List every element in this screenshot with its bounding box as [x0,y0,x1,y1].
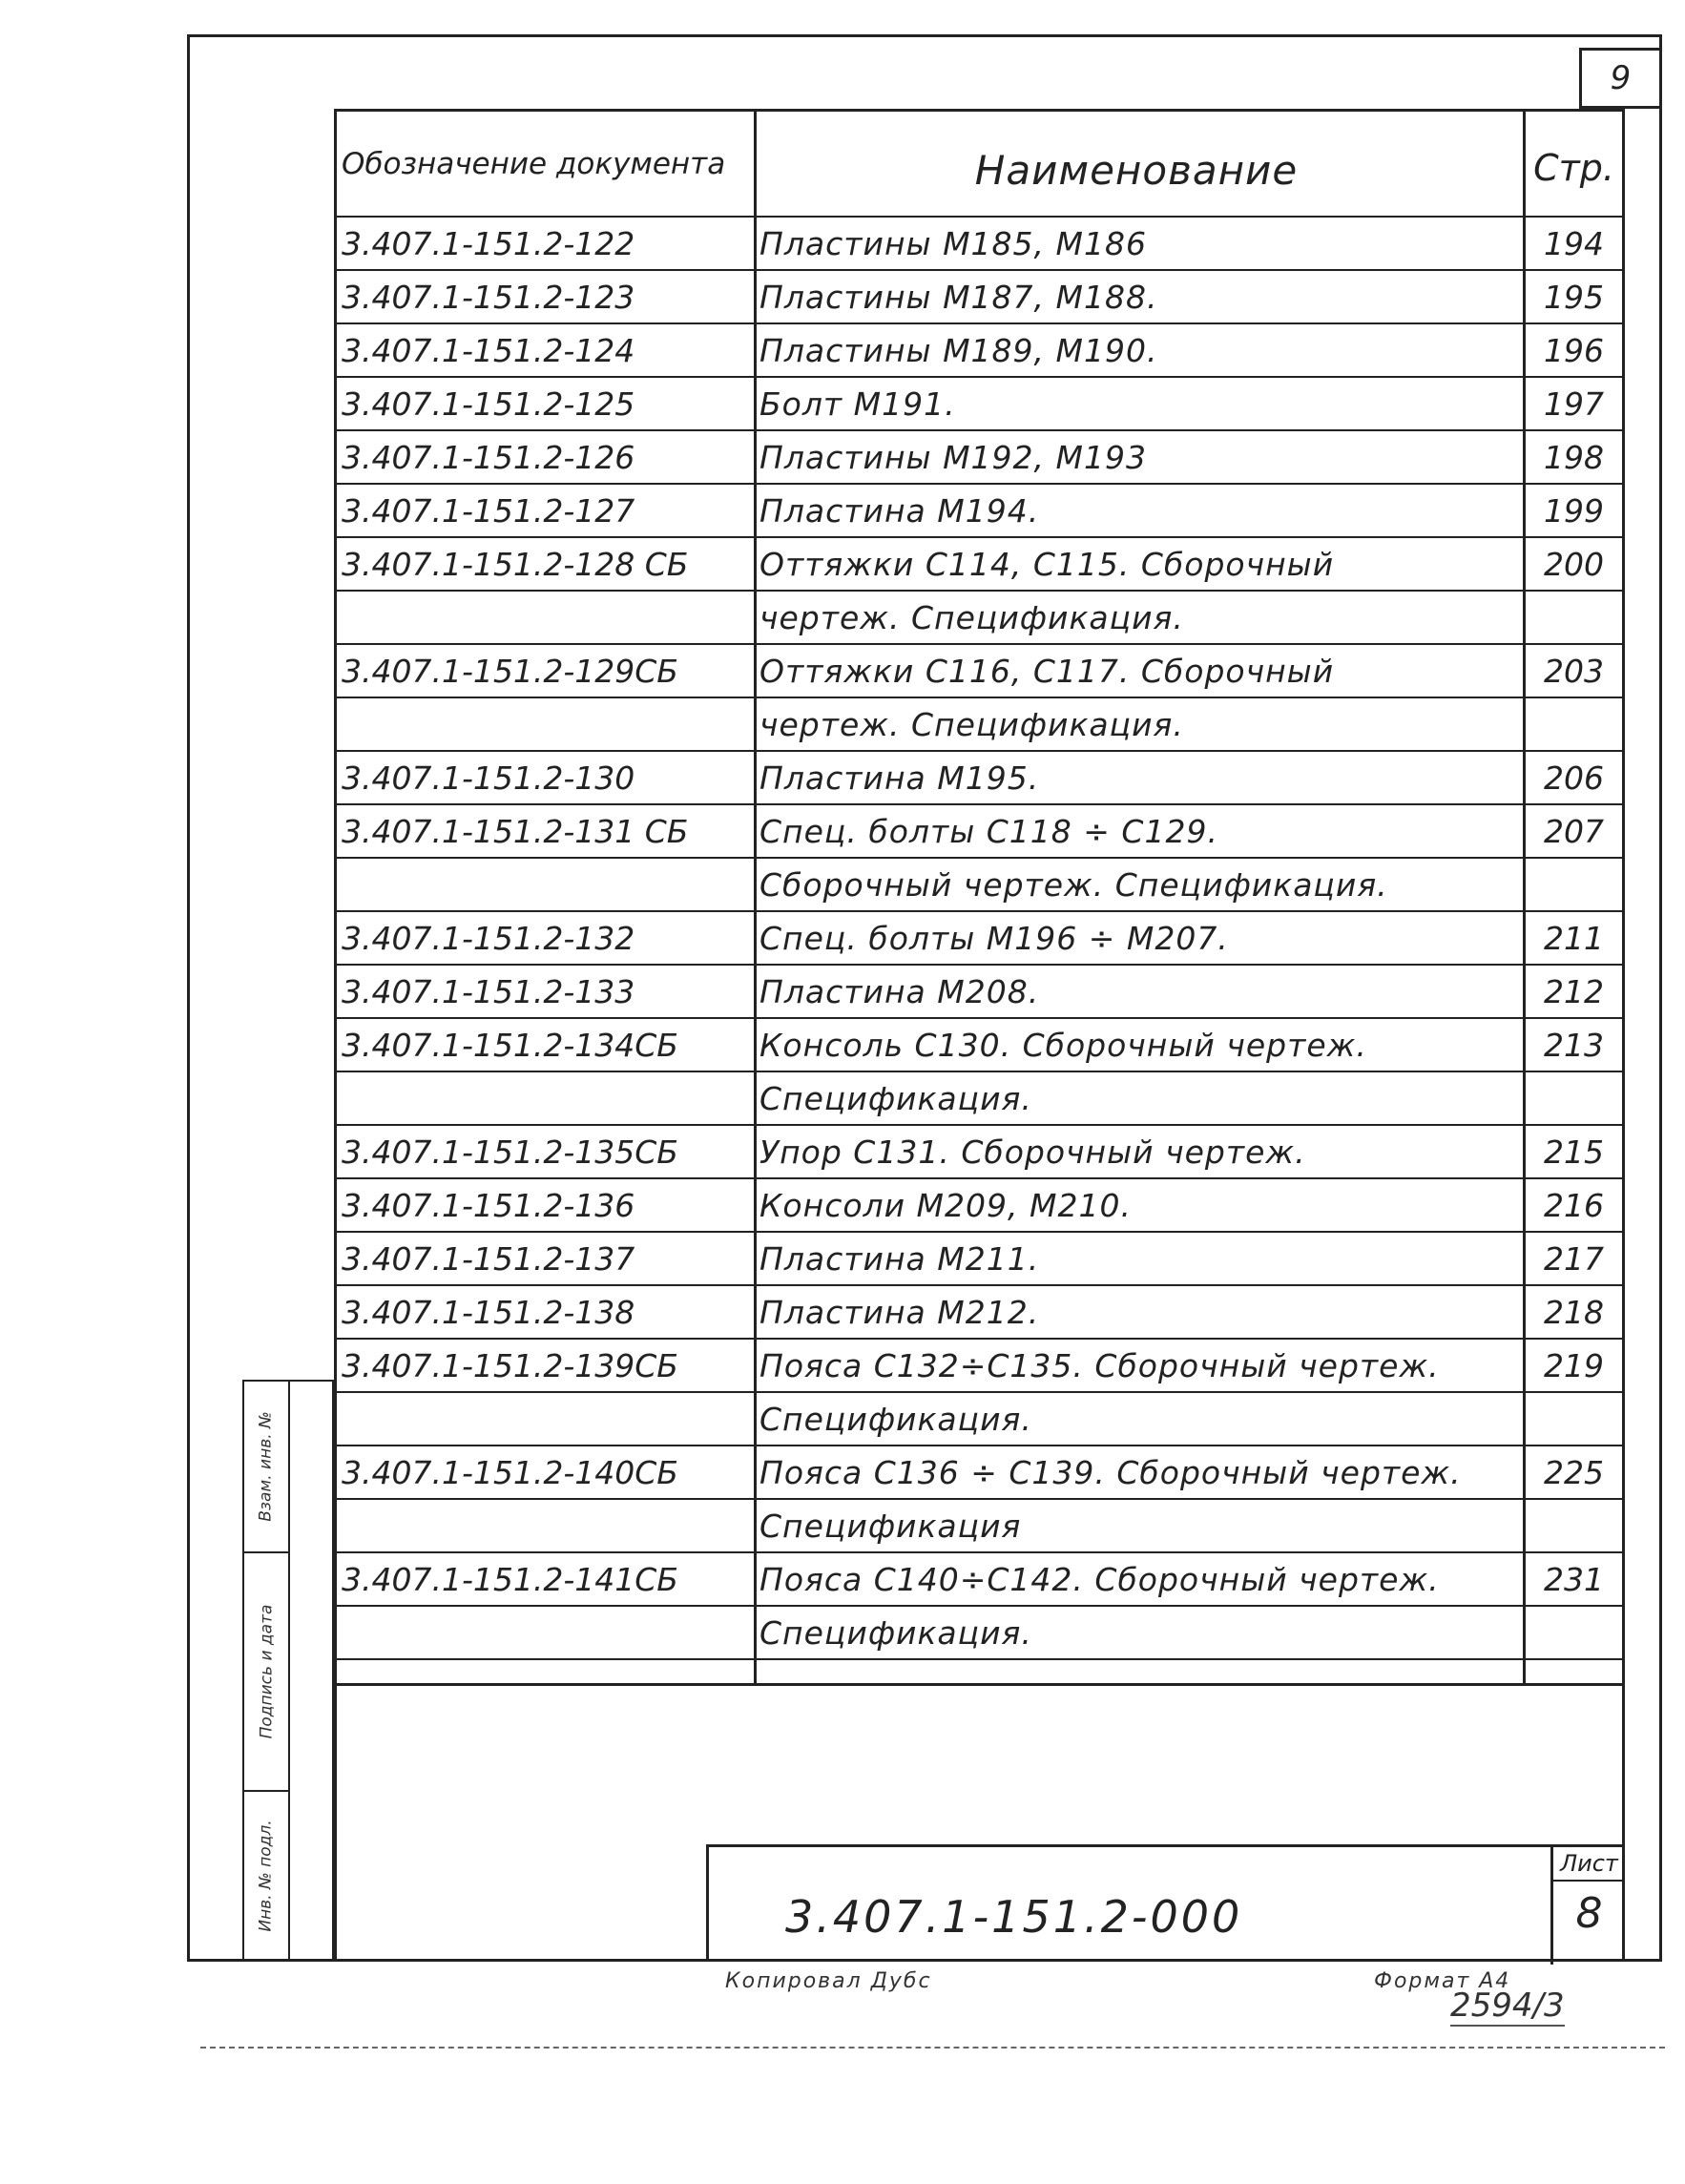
row-code: 3.407.1-151.2-137 [342,1240,635,1278]
table-row [334,1607,1625,1660]
table-header [334,109,1625,218]
row-page: 213 [1544,1027,1604,1064]
table-row [334,1553,1625,1607]
table-row [334,538,1625,592]
table-row [334,1233,1625,1286]
table-row [334,859,1625,912]
row-name: Спец. болты М196 ÷ М207. [759,920,1229,957]
row-code: 3.407.1-151.2-138 [342,1294,635,1331]
title-block-code: 3.407.1-151.2-000 [785,1891,1243,1943]
side-strip [242,1380,334,1962]
cut-line [200,2047,1665,2049]
table-row [334,1019,1625,1072]
row-page: 195 [1544,279,1604,316]
row-page: 211 [1544,920,1604,957]
header-designation: Обозначение документа [342,147,726,181]
title-block [706,1844,1625,1962]
side-original-inv: Инв. № подл. [257,1820,277,1932]
table-row [334,271,1625,324]
row-page: 194 [1544,225,1604,262]
row-name: Пластина М194. [759,492,1040,530]
sheet-number: 8 [1575,1889,1603,1938]
row-page: 217 [1544,1240,1604,1278]
doc-number: 2594/3 [1450,1986,1565,2025]
side-cell [244,1553,288,1792]
row-name: чертеж. Спецификация. [759,599,1184,636]
row-name: Спецификация. [759,1080,1032,1117]
row-page: 199 [1544,492,1604,530]
row-name: Болт М191. [759,385,956,423]
row-code: 3.407.1-151.2-125 [342,385,635,423]
row-code: 3.407.1-151.2-124 [342,332,635,369]
row-page: 215 [1544,1134,1604,1171]
row-name: Оттяжки С114, С115. Сборочный [759,546,1335,583]
row-name: Пояса С132÷С135. Сборочный чертеж. [759,1347,1440,1384]
table-bottom-line [334,1683,1625,1686]
table-row [334,1179,1625,1233]
table-row [334,966,1625,1019]
row-page: 196 [1544,332,1604,369]
table-row [334,752,1625,805]
table-row [334,1393,1625,1446]
row-page: 219 [1544,1347,1604,1384]
row-name: Пластина М195. [759,759,1040,797]
row-page: 197 [1544,385,1604,423]
row-page: 198 [1544,439,1604,476]
row-name: Пояса С136 ÷ С139. Сборочный чертеж. [759,1454,1462,1491]
row-name: Пластина М211. [759,1240,1040,1278]
row-name: Пластины М192, М193 [759,439,1147,476]
row-code: 3.407.1-151.2-132 [342,920,635,957]
row-code: 3.407.1-151.2-134СБ [342,1027,678,1064]
table-row [334,218,1625,271]
row-name: Консоль С130. Сборочный чертеж. [759,1027,1367,1064]
header-page: Стр. [1533,147,1614,189]
row-page: 225 [1544,1454,1604,1491]
row-code: 3.407.1-151.2-136 [342,1187,635,1224]
table-row [334,645,1625,698]
table-row [334,324,1625,378]
copied-by: Копировал Дубс [725,1969,932,1993]
row-code: 3.407.1-151.2-141СБ [342,1561,678,1598]
side-signature-date: Подпись и дата [257,1604,277,1739]
row-name: Пластина М212. [759,1294,1040,1331]
row-name: Спецификация. [759,1401,1032,1438]
header-name: Наименование [974,147,1299,194]
row-code: 3.407.1-151.2-122 [342,225,635,262]
table-row [334,912,1625,966]
page-number: 9 [1579,48,1662,109]
table-row [334,1500,1625,1553]
table-row [334,378,1625,431]
sheet-label: Лист [1553,1847,1625,1882]
row-code: 3.407.1-151.2-123 [342,279,635,316]
row-name: Упор С131. Сборочный чертеж. [759,1134,1306,1171]
side-divider [288,1382,290,1960]
row-page: 216 [1544,1187,1604,1224]
row-code: 3.407.1-151.2-135СБ [342,1134,678,1171]
table-row [334,1072,1625,1126]
row-code: 3.407.1-151.2-130 [342,759,635,797]
row-page: 212 [1544,973,1604,1010]
row-page: 200 [1544,546,1604,583]
row-code: 3.407.1-151.2-126 [342,439,635,476]
format-label: Формат А4 [1374,1969,1511,1993]
row-page: 231 [1544,1561,1604,1598]
table-row [334,698,1625,752]
table-row [334,1340,1625,1393]
row-page: 206 [1544,759,1604,797]
row-page: 203 [1544,653,1604,690]
table-row [334,805,1625,859]
row-name: Пластины М189, М190. [759,332,1158,369]
row-code: 3.407.1-151.2-129СБ [342,653,678,690]
table-row [334,1446,1625,1500]
table-row [334,485,1625,538]
row-name: Пластина М208. [759,973,1040,1010]
table-row [334,1126,1625,1179]
row-code: 3.407.1-151.2-131 СБ [342,813,689,850]
row-code: 3.407.1-151.2-128 СБ [342,546,689,583]
row-name: Спец. болты С118 ÷ С129. [759,813,1218,850]
table-row [334,592,1625,645]
side-cell [244,1382,288,1553]
side-replaced-inv: Взам. инв. № [257,1411,276,1522]
row-code: 3.407.1-151.2-133 [342,973,635,1010]
row-name: чертеж. Спецификация. [759,706,1184,743]
row-page: 218 [1544,1294,1604,1331]
row-code: 3.407.1-151.2-139СБ [342,1347,678,1384]
row-name: Пластины М185, М186 [759,225,1147,262]
row-code: 3.407.1-151.2-127 [342,492,635,530]
side-cell [244,1792,288,1960]
sheet-box [1550,1847,1625,1965]
row-name: Спецификация [759,1508,1022,1545]
table-row [334,1286,1625,1340]
table-row [334,431,1625,485]
row-name: Сборочный чертеж. Спецификация. [759,866,1388,904]
row-name: Пояса С140÷С142. Сборочный чертеж. [759,1561,1440,1598]
row-name: Пластины М187, М188. [759,279,1158,316]
row-name: Консоли М209, М210. [759,1187,1132,1224]
row-code: 3.407.1-151.2-140СБ [342,1454,678,1491]
row-page: 207 [1544,813,1604,850]
row-name: Спецификация. [759,1614,1032,1652]
row-name: Оттяжки С116, С117. Сборочный [759,653,1335,690]
